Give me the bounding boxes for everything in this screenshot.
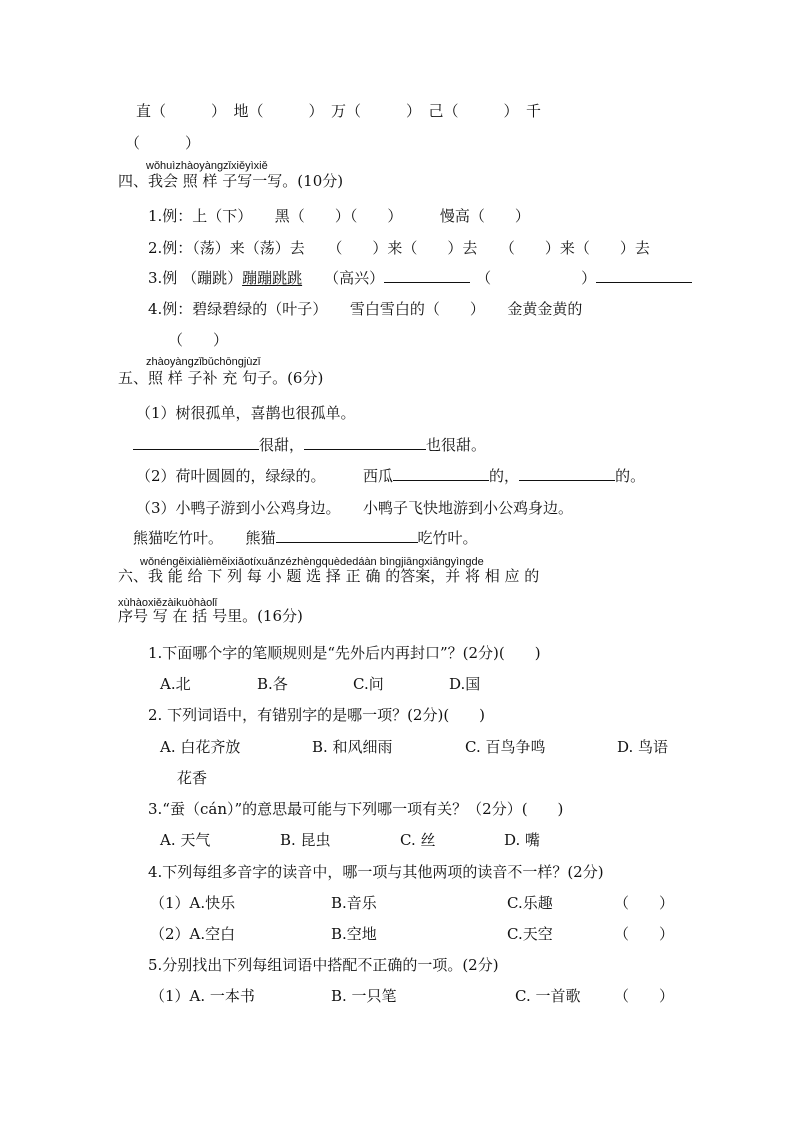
section-6-pinyin-1: wǒnéngěixiàlièměixiǎotíxuǎnzézhèngquèdedáàn bìngjiāngxiāngyìngde <box>140 556 484 568</box>
option-a[interactable]: （1）A. 一本书 <box>150 987 255 1005</box>
answer-blank[interactable] <box>304 435 426 450</box>
fill-text: 吃竹叶。 <box>417 529 478 547</box>
answer-blank[interactable] <box>519 466 615 481</box>
option-b[interactable]: B. 昆虫 <box>280 831 331 849</box>
question-4: 4.下列每组多音字的读音中，哪一项与其他两项的读音不一样？(2分) <box>148 863 604 881</box>
question-5: 5.分别找出下列每组词语中搭配不正确的一项。(2分) <box>148 956 499 974</box>
answer-blank[interactable] <box>276 528 418 543</box>
option-a[interactable]: A. 白花齐放 <box>160 738 241 756</box>
section-5-title: 五、照 样 子补 充 句子。(6分) <box>118 369 324 387</box>
answer-paren[interactable]: （ ） <box>614 894 675 912</box>
char-list-line-cont: （ ） <box>125 134 201 152</box>
sec4-item-3-word: （高兴） <box>324 269 385 287</box>
fill-text: 的。 <box>615 467 646 485</box>
section-5-pinyin: zhàoyàngzǐbǔchōngjùzǐ <box>146 356 261 368</box>
answer-paren[interactable]: （ ） <box>614 925 675 943</box>
sec5-fill-1 <box>133 435 486 455</box>
answer-blank[interactable] <box>393 466 489 481</box>
option-b[interactable]: B.各 <box>257 675 288 693</box>
fill-text: 也很甜。 <box>426 436 487 454</box>
question-1: 1.下面哪个字的笔顺规则是“先外后内再封口”？(2分)( ) <box>148 644 541 662</box>
sec4-item-4-cont: （ ） <box>168 331 229 349</box>
sec4-item-3 <box>148 268 692 288</box>
fill-text: 很甜， <box>259 436 305 454</box>
option-d[interactable]: D. 鸟语 <box>617 738 669 756</box>
question-2: 2. 下列词语中，有错别字的是哪一项？(2分)( ) <box>148 706 486 724</box>
section-6-pinyin-2: xùhàoxiězàikuòhàolǐ <box>118 597 218 609</box>
option-c[interactable]: C.天空 <box>507 925 553 943</box>
sec4-item-1: 1.例：上（下） 黑（ ）（ ） 慢高（ ） <box>148 207 530 225</box>
sec5-sentence-3: （3）小鸭子游到小公鸡身边。 小鸭子飞快地游到小公鸡身边。 <box>136 499 574 517</box>
option-c[interactable]: C.问 <box>353 675 384 693</box>
option-c[interactable]: C. 一首歌 <box>515 987 581 1005</box>
fill-text: （2）荷叶圆圆的，绿绿的。 西瓜 <box>136 467 394 485</box>
question-2-option-d-cont: 花香 <box>177 769 208 787</box>
sec5-sentence-4 <box>133 528 478 548</box>
section-6-title-2: 序号 写 在 括 号里。(16分) <box>118 607 303 625</box>
section-4-pinyin: wǒhuìzhàoyàngzǐxiěyìxiě <box>146 160 268 172</box>
option-a[interactable]: A. 天气 <box>160 831 211 849</box>
sec4-item-3-example: 3.例 （蹦跳） <box>148 269 243 287</box>
option-d[interactable]: D. 嘴 <box>504 831 541 849</box>
char-list-line: 直（ ） 地（ ） 万（ ） 己（ ） 千 <box>136 102 542 120</box>
option-a[interactable]: （2）A.空白 <box>150 925 236 943</box>
answer-blank[interactable] <box>133 435 259 450</box>
answer-paren[interactable]: （ ） <box>614 987 675 1005</box>
option-b[interactable]: B.音乐 <box>331 894 377 912</box>
sec4-item-4: 4.例：碧绿碧绿的（叶子） 雪白雪白的（ ） 金黄金黄的 <box>148 300 583 318</box>
section-4-title: 四、我会 照 样 子写一写。(10分) <box>118 172 344 190</box>
sec4-item-3-paren: （ ） <box>476 269 597 287</box>
option-d[interactable]: D.国 <box>449 675 481 693</box>
answer-blank[interactable] <box>596 268 692 283</box>
sec5-sentence-2 <box>136 466 645 486</box>
sec4-item-3-answer: 蹦蹦跳跳 <box>242 269 303 287</box>
fill-text: 熊猫吃竹叶。 熊猫 <box>133 529 276 547</box>
option-c[interactable]: C. 百鸟争鸣 <box>465 738 546 756</box>
option-c[interactable]: C.乐趣 <box>507 894 553 912</box>
option-b[interactable]: B. 和风细雨 <box>312 738 393 756</box>
sec4-item-2: 2.例：（荡）来（荡）去 （ ）来（ ）去 （ ）来（ ）去 <box>148 239 650 257</box>
fill-text: 的， <box>489 467 520 485</box>
option-b[interactable]: B.空地 <box>331 925 377 943</box>
section-6-title-1: 六、我 能 给 下 列 每 小 题 选 择 正 确 的答案，并 将 相 应 的 <box>118 567 540 585</box>
option-b[interactable]: B. 一只笔 <box>331 987 397 1005</box>
sec5-sentence-1: （1）树很孤单，喜鹊也很孤单。 <box>136 404 356 422</box>
question-3: 3.“蚕（cán）”的意思最可能与下列哪一项有关？（2分）( ) <box>148 800 564 818</box>
answer-blank[interactable] <box>384 268 470 283</box>
option-a[interactable]: A.北 <box>160 675 191 693</box>
option-c[interactable]: C. 丝 <box>400 831 436 849</box>
option-a[interactable]: （1）A.快乐 <box>150 894 236 912</box>
